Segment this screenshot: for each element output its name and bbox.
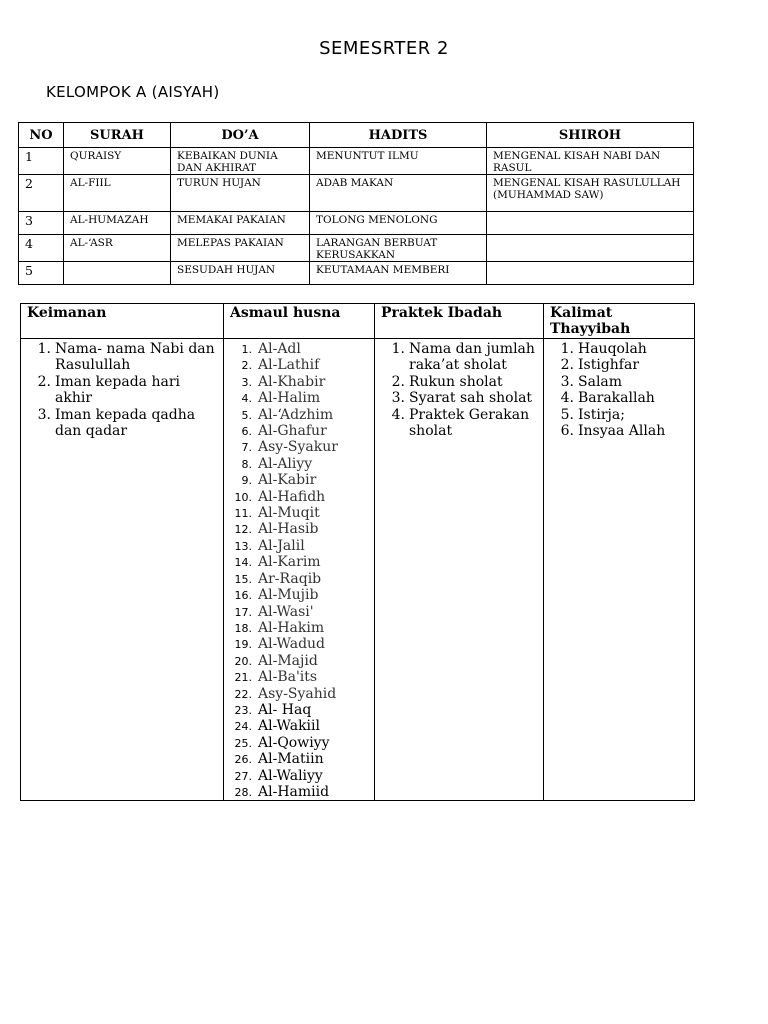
cell-surah: AL-‘ASR bbox=[64, 235, 171, 262]
cell-no: 4 bbox=[19, 235, 64, 262]
list-item-text: Al-Jalil bbox=[258, 537, 305, 554]
topics-table bbox=[20, 303, 695, 801]
list-number: 13. bbox=[234, 539, 252, 553]
list-item bbox=[224, 653, 374, 669]
list-item-text: Ar-Raqib bbox=[258, 570, 322, 587]
list-item bbox=[544, 390, 694, 406]
list-number: 6. bbox=[241, 425, 252, 439]
list-item bbox=[224, 784, 374, 800]
header-hadits: HADITS bbox=[310, 123, 487, 148]
list-number: 2. bbox=[241, 359, 252, 373]
list-number: 22. bbox=[234, 687, 252, 701]
list-item-text: Asy-Syahid bbox=[258, 685, 337, 702]
cell-doa: TURUN HUJAN bbox=[171, 175, 310, 212]
list-number: 1. bbox=[560, 341, 574, 357]
header-no: NO bbox=[19, 123, 64, 148]
list-item bbox=[544, 407, 694, 423]
list-item bbox=[375, 341, 543, 374]
header-asmaul-husna: Asmaul husna bbox=[224, 304, 375, 339]
list-item bbox=[224, 472, 374, 488]
list-item-text: Al-Wasi' bbox=[258, 603, 314, 620]
cell-doa: MEMAKAI PAKAIAN bbox=[171, 212, 310, 235]
list-number: 19. bbox=[234, 638, 252, 652]
cell-surah: AL-FIIL bbox=[64, 175, 171, 212]
asmaul-husna-list bbox=[224, 341, 374, 800]
list-number: 16. bbox=[234, 589, 252, 603]
list-item bbox=[21, 341, 223, 374]
list-number: 5. bbox=[241, 408, 252, 422]
cell-surah: AL-HUMAZAH bbox=[64, 212, 171, 235]
keimanan-cell bbox=[21, 339, 224, 801]
cell-hadits: LARANGAN BERBUAT KERUSAKKAN bbox=[310, 235, 487, 262]
praktek-ibadah-cell bbox=[375, 339, 544, 801]
list-item-text: Hauqolah bbox=[578, 341, 647, 357]
kalimat-thayyibah-list bbox=[544, 341, 694, 439]
list-number: 4. bbox=[391, 406, 405, 423]
table-row bbox=[19, 235, 694, 262]
list-item bbox=[224, 407, 374, 423]
list-number: 14. bbox=[234, 556, 252, 570]
list-item-text: Al-Wakiil bbox=[258, 718, 320, 735]
list-item bbox=[544, 423, 694, 439]
list-item-text: Al-Majid bbox=[258, 652, 318, 669]
list-item-text: Asy-Syakur bbox=[258, 439, 338, 456]
list-item-text: Al-Ghafur bbox=[258, 423, 327, 440]
list-item-text: Al-Hafidh bbox=[258, 488, 326, 505]
list-number: 5. bbox=[560, 406, 574, 423]
header-keimanan: Keimanan bbox=[21, 304, 224, 339]
list-number: 8. bbox=[241, 457, 252, 471]
cell-no: 2 bbox=[19, 175, 64, 212]
cell-hadits: MENUNTUT ILMU bbox=[310, 148, 487, 175]
list-item-text: Al-Muqit bbox=[258, 505, 320, 522]
cell-no: 3 bbox=[19, 212, 64, 235]
cell-doa: KEBAIKAN DUNIA DAN AKHIRAT bbox=[171, 148, 310, 175]
list-number: 6. bbox=[560, 423, 574, 440]
asmaul-husna-cell bbox=[224, 339, 375, 801]
list-item bbox=[224, 686, 374, 702]
page-title: SEMESRTER 2 bbox=[319, 38, 449, 59]
list-item bbox=[224, 505, 374, 521]
list-item bbox=[224, 554, 374, 570]
list-item-text: Iman kepada qadha dan qadar bbox=[55, 406, 196, 440]
praktek-ibadah-list bbox=[375, 341, 543, 439]
list-number: 24. bbox=[234, 720, 252, 734]
list-item bbox=[224, 390, 374, 406]
list-item bbox=[224, 489, 374, 505]
list-number: 1. bbox=[391, 341, 405, 357]
list-number: 17. bbox=[234, 605, 252, 619]
list-item-text: Al-Hakim bbox=[258, 619, 325, 636]
list-item-text: Praktek Gerakan sholat bbox=[409, 406, 530, 440]
cell-shiroh: MENGENAL KISAH NABI DAN RASUL bbox=[487, 148, 694, 175]
list-item-text: Insyaa Allah bbox=[578, 423, 666, 440]
table-row bbox=[21, 339, 695, 801]
list-item-text: Al-Lathif bbox=[258, 357, 320, 374]
list-item bbox=[224, 636, 374, 652]
list-item bbox=[224, 341, 374, 357]
table-row bbox=[19, 262, 694, 285]
list-item-text: Al-Wadud bbox=[258, 636, 326, 653]
cell-hadits: KEUTAMAAN MEMBERI bbox=[310, 262, 487, 285]
header-doa: DO’A bbox=[171, 123, 310, 148]
list-item-text: Syarat sah sholat bbox=[409, 390, 533, 407]
list-number: 1. bbox=[37, 341, 51, 357]
list-number: 10. bbox=[234, 490, 252, 504]
list-item-text: Al-Qowiyy bbox=[258, 734, 330, 751]
cell-hadits: ADAB MAKAN bbox=[310, 175, 487, 212]
list-item-text: Al-Ba'its bbox=[258, 669, 318, 686]
list-number: 23. bbox=[234, 703, 252, 717]
list-number: 15. bbox=[234, 572, 252, 586]
list-item bbox=[224, 357, 374, 373]
list-item-text: Istighfar bbox=[578, 357, 640, 374]
curriculum-table bbox=[18, 122, 694, 285]
list-item bbox=[544, 341, 694, 357]
list-item bbox=[224, 571, 374, 587]
table-header-row bbox=[21, 304, 695, 339]
cell-doa: SESUDAH HUJAN bbox=[171, 262, 310, 285]
list-item bbox=[224, 374, 374, 390]
list-number: 2. bbox=[391, 373, 405, 390]
list-item bbox=[544, 357, 694, 373]
list-number: 20. bbox=[234, 654, 252, 668]
list-item-text: Al-Adl bbox=[258, 341, 301, 357]
list-item bbox=[224, 538, 374, 554]
list-item bbox=[21, 407, 223, 440]
list-number: 7. bbox=[241, 441, 252, 455]
list-item bbox=[375, 374, 543, 390]
list-item-text: Al-‘Adzhim bbox=[258, 406, 334, 423]
list-number: 26. bbox=[234, 753, 252, 767]
list-item bbox=[224, 620, 374, 636]
list-item-text: Al-Mujib bbox=[258, 587, 319, 604]
cell-no: 1 bbox=[19, 148, 64, 175]
header-surah: SURAH bbox=[64, 123, 171, 148]
cell-shiroh bbox=[487, 212, 694, 235]
list-number: 1. bbox=[241, 343, 252, 356]
list-item bbox=[544, 374, 694, 390]
kalimat-thayyibah-cell bbox=[544, 339, 695, 801]
list-number: 21. bbox=[234, 671, 252, 685]
group-heading: KELOMPOK A (AISYAH) bbox=[46, 83, 220, 101]
list-item bbox=[224, 768, 374, 784]
list-item-text: Nama- nama Nabi dan Rasulullah bbox=[55, 341, 215, 374]
table-row bbox=[19, 175, 694, 212]
list-item bbox=[224, 735, 374, 751]
header-praktek-ibadah: Praktek Ibadah bbox=[375, 304, 544, 339]
list-item bbox=[224, 718, 374, 734]
list-number: 9. bbox=[241, 474, 252, 488]
list-item bbox=[224, 702, 374, 718]
list-item-text: Barakallah bbox=[578, 390, 655, 407]
list-item-text: Al-Aliyy bbox=[258, 455, 313, 472]
cell-doa: MELEPAS PAKAIAN bbox=[171, 235, 310, 262]
list-item-text: Al-Hamiid bbox=[258, 783, 330, 800]
list-item bbox=[21, 374, 223, 407]
table-row bbox=[19, 148, 694, 175]
cell-surah bbox=[64, 262, 171, 285]
header-shiroh: SHIROH bbox=[487, 123, 694, 148]
list-item bbox=[224, 423, 374, 439]
list-item bbox=[224, 669, 374, 685]
list-item-text: Iman kepada hari akhir bbox=[55, 373, 180, 407]
cell-shiroh bbox=[487, 262, 694, 285]
list-item bbox=[224, 456, 374, 472]
list-item bbox=[224, 439, 374, 455]
list-number: 2. bbox=[560, 357, 574, 374]
list-item bbox=[224, 751, 374, 767]
list-number: 3. bbox=[241, 375, 252, 389]
list-item bbox=[375, 407, 543, 440]
header-kalimat-thayyibah: Kalimat Thayyibah bbox=[544, 304, 695, 339]
list-number: 27. bbox=[234, 769, 252, 783]
list-number: 12. bbox=[234, 523, 252, 537]
table-row bbox=[19, 212, 694, 235]
cell-surah: QURAISY bbox=[64, 148, 171, 175]
list-number: 18. bbox=[234, 621, 252, 635]
list-number: 2. bbox=[37, 373, 51, 390]
keimanan-list bbox=[21, 341, 223, 439]
list-item-text: Al-Khabir bbox=[258, 373, 326, 390]
list-item-text: Rukun sholat bbox=[409, 373, 503, 390]
list-item-text: Istirja; bbox=[578, 406, 625, 423]
list-item-text: Al-Karim bbox=[258, 554, 321, 571]
list-item-text: Al-Kabir bbox=[258, 472, 317, 489]
list-item-text: Al-Waliyy bbox=[258, 767, 323, 784]
list-number: 4. bbox=[560, 390, 574, 407]
cell-hadits: TOLONG MENOLONG bbox=[310, 212, 487, 235]
list-item-text: Al-Hasib bbox=[258, 521, 319, 538]
list-item-text: Al-Matiin bbox=[258, 751, 324, 768]
list-number: 3. bbox=[37, 406, 51, 423]
list-number: 3. bbox=[560, 373, 574, 390]
cell-shiroh: MENGENAL KISAH RASULULLAH (MUHAMMAD SAW) bbox=[487, 175, 694, 212]
list-item bbox=[224, 604, 374, 620]
list-number: 4. bbox=[241, 392, 252, 406]
list-item bbox=[224, 587, 374, 603]
list-number: 25. bbox=[234, 736, 252, 750]
list-item-text: Al-Halim bbox=[258, 390, 321, 407]
list-item bbox=[375, 390, 543, 406]
list-number: 28. bbox=[234, 785, 252, 799]
list-item-text: Al- Haq bbox=[258, 701, 312, 718]
list-item bbox=[224, 521, 374, 537]
list-item-text: Nama dan jumlah raka’at sholat bbox=[409, 341, 535, 374]
cell-shiroh bbox=[487, 235, 694, 262]
list-number: 3. bbox=[391, 390, 405, 407]
list-number: 11. bbox=[234, 507, 252, 521]
table-header-row bbox=[19, 123, 694, 148]
cell-no: 5 bbox=[19, 262, 64, 285]
list-item-text: Salam bbox=[578, 373, 623, 390]
